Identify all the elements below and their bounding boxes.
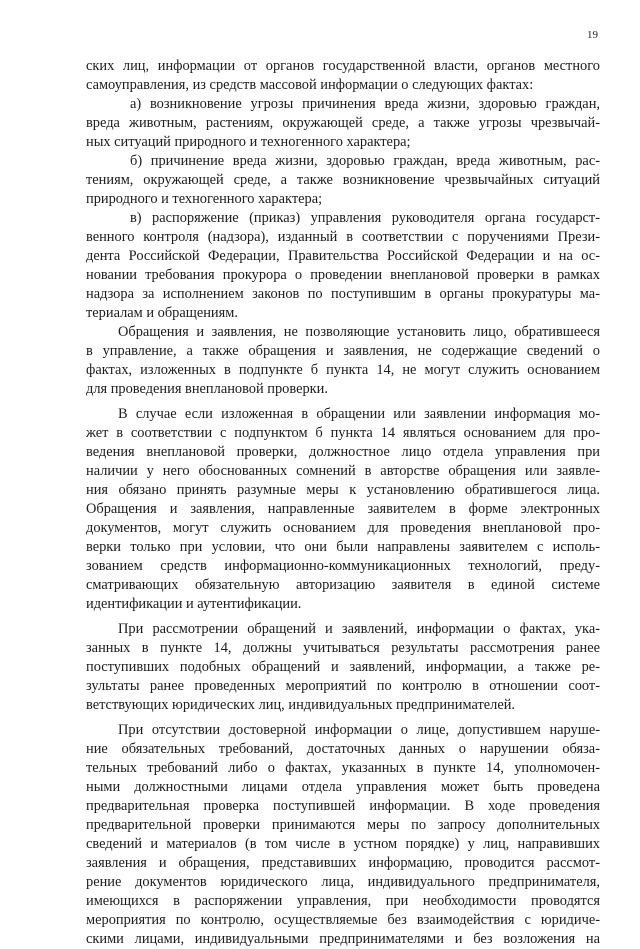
text-line: ние обязательных требований, достаточных данных о нарушении обяза- bbox=[86, 741, 600, 757]
text-line: тениям, окружающей среде, а также возникновение чрезвычайных ситуаций bbox=[86, 172, 600, 188]
text-line: ных ситуаций природного и техногенного характера; bbox=[86, 134, 411, 150]
text-line: ния обязано принять разумные меры к установлению обратившегося лица. bbox=[86, 482, 600, 498]
text-line: а) возникновение угрозы причинения вреда жизни, здоровью граждан, bbox=[130, 96, 600, 112]
text-line: скими лицами, индивидуальными предпринимателями и без возложения на bbox=[86, 931, 600, 947]
text-line: документов, могут служить основанием для проведения внеплановой про- bbox=[86, 520, 600, 536]
text-line: зованием средств информационно-коммуникационных технологий, преду- bbox=[86, 558, 600, 574]
paragraph-consideration bbox=[86, 620, 600, 715]
text-line: ских лиц, информации от органов государственной власти, органов местного bbox=[86, 58, 600, 74]
text-line: мероприятия по контролю, осуществляемые без взаимодействия с юридиче- bbox=[86, 912, 600, 928]
paragraph-authorship-doubt bbox=[86, 405, 600, 614]
text-line: рение документов юридического лица, индивидуального предпринимателя, bbox=[86, 874, 600, 890]
text-line: для проведения внеплановой проверки. bbox=[86, 381, 328, 397]
text-line: имеющихся в распоряжении управления, при необходимости проводятся bbox=[86, 893, 600, 909]
document-body bbox=[86, 57, 600, 949]
text-line: занных в пункте 14, должны учитываться результаты рассмотрения ранее bbox=[86, 640, 600, 656]
text-line: идентификации и аутентификации. bbox=[86, 596, 302, 612]
text-line: самоуправления, из средств массовой информации о следующих фактах: bbox=[86, 77, 534, 93]
text-line: верки только при условии, что они были направлены заявителем с исполь- bbox=[86, 539, 600, 555]
paragraph-preliminary-check bbox=[86, 721, 600, 949]
text-line: наличии у него обоснованных сомнений в авторстве обращения или заявле- bbox=[86, 463, 600, 479]
text-line: зультаты ранее проведенных мероприятий по контролю в отношении соот- bbox=[86, 678, 600, 694]
text-line: предварительная проверка поступившей информации. В ходе проведения bbox=[86, 798, 600, 814]
text-line: териалам и обращениям. bbox=[86, 305, 238, 321]
text-line: заявления и обращения, представивших информацию, проводится рассмот- bbox=[86, 855, 600, 871]
text-line: в управление, а также обращения и заявления, не содержащие сведений о bbox=[86, 343, 600, 359]
text-line: При рассмотрении обращений и заявлений, информации о фактах, ука- bbox=[118, 621, 600, 637]
text-line: При отсутствии достоверной информации о лице, допустившем наруше- bbox=[118, 722, 600, 738]
text-line: Обращения и заявления, направленные заявителем в форме электронных bbox=[86, 501, 600, 517]
text-line: В случае если изложенная в обращении или заявлении информация мо- bbox=[118, 406, 600, 422]
text-line: предварительной проверки принимаются меры по запросу дополнительных bbox=[86, 817, 600, 833]
list-item-a bbox=[86, 95, 600, 152]
text-line: б) причинение вреда жизни, здоровью граждан, вреда животным, рас- bbox=[130, 153, 600, 169]
text-line: сведений и материалов (в том числе в устном порядке) у лиц, направивших bbox=[86, 836, 600, 852]
text-line: жет в соответствии с подпунктом б пункта 14 являться основанием для про- bbox=[86, 425, 600, 441]
text-line: Обращения и заявления, не позволяющие установить лицо, обратившееся bbox=[118, 324, 600, 340]
text-line: фактах, изложенных в подпункте б пункта 14, не могут служить основанием bbox=[86, 362, 600, 378]
text-line: надзора за исполнением законов по поступившим в органы прокуратуры ма- bbox=[86, 286, 600, 302]
text-line: сматривающих обязательную авторизацию заявителя в единой системе bbox=[86, 577, 600, 593]
text-line: дента Российской Федерации, Правительства Российской Федерации и на ос- bbox=[86, 248, 600, 264]
list-item-v bbox=[86, 209, 600, 323]
text-line: вреда животным, растениям, окружающей среде, а также угрозы чрезвычай- bbox=[86, 115, 600, 131]
text-line: тельных требований либо о фактах, указанных в пункте 14, уполномочен- bbox=[86, 760, 600, 776]
page-number: 19 bbox=[587, 29, 598, 41]
text-line: поступивших подобных обращений и заявлений, информации, а также ре- bbox=[86, 659, 600, 675]
paragraph-anonymous-requests bbox=[86, 323, 600, 399]
text-line: новании требования прокурора о проведении внеплановой проверки в рамках bbox=[86, 267, 600, 283]
text-line: венного контроля (надзора), изданный в соответствии с поручениями Прези- bbox=[86, 229, 600, 245]
text-line: ведения внеплановой проверки, должностное лицо отдела управления при bbox=[86, 444, 600, 460]
text-line: ными должностными лицами отдела управления может быть проведена bbox=[86, 779, 600, 795]
text-line: ветствующих юридических лиц, индивидуальных предпринимателей. bbox=[86, 697, 516, 713]
list-item-b bbox=[86, 152, 600, 209]
paragraph-continuation bbox=[86, 57, 600, 95]
text-line: природного и техногенного характера; bbox=[86, 191, 323, 207]
text-line: в) распоряжение (приказ) управления руководителя органа государст- bbox=[130, 210, 600, 226]
